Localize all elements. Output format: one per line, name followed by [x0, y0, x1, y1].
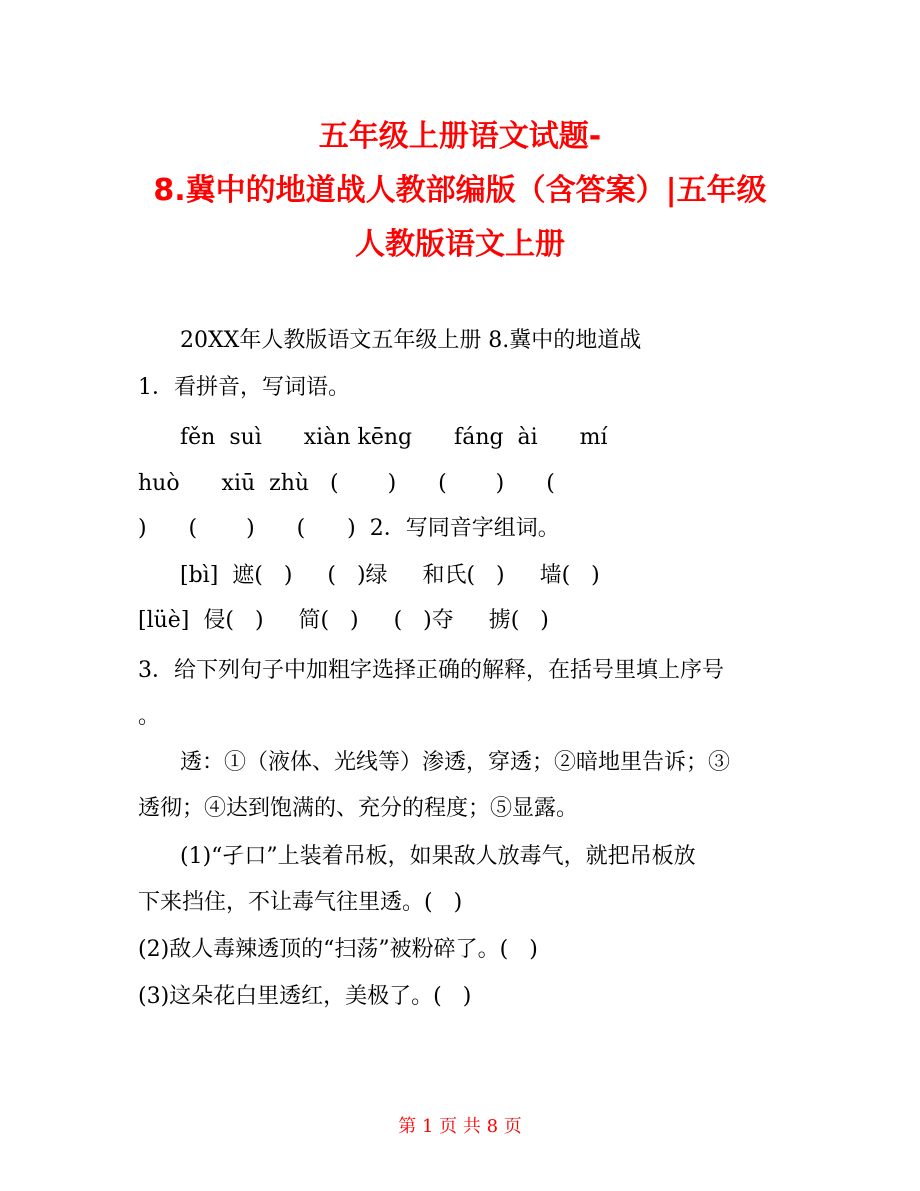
pinyin-line-3: ) ( ) ( ) 2．写同音字组词。 — [138, 516, 560, 541]
document-title-line-1: 五年级上册语文试题- — [318, 119, 602, 154]
document-title-line-3: 人教版语文上册 — [355, 227, 565, 262]
sentence-1-line-2: 下来挡住，不让毒气往里透。( ) — [138, 890, 463, 915]
homophone-row-bi: [bì] 遮( ) ( )绿 和氏( ) 墙( ) — [180, 563, 600, 588]
sentence-1-line-1: (1)“孑口”上装着吊板，如果敌人放毒气，就把吊板放 — [180, 844, 696, 869]
question-1-label: 1．看拼音，写词语。 — [138, 375, 350, 400]
definition-tou-line-1: 透：①（液体、光线等）渗透，穿透；②暗地里告诉；③ — [180, 750, 731, 775]
pinyin-line-2: huò xiū zhù ( ) ( ) ( — [138, 471, 555, 496]
intro-line: 20XX年人教版语文五年级上册 8.冀中的地道战 — [180, 328, 642, 353]
question-3-label: 3．给下列句子中加粗字选择正确的解释，在括号里填上序号 — [138, 658, 724, 683]
homophone-row-lue: [lüè] 侵( ) 简( ) ( )夺 掳( ) — [138, 608, 549, 633]
document-title-line-2: 8.冀中的地道战人教部编版（含答案）|五年级 — [153, 173, 767, 208]
sentence-2: (2)敌人毒辣透顶的“扫荡”被粉碎了。( ) — [138, 937, 538, 962]
definition-tou-line-2: 透彻；④达到饱满的、充分的程度；⑤显露。 — [138, 796, 579, 821]
page-indicator: 第 1 页 共 8 页 — [398, 1116, 522, 1137]
question-3-label-cont: 。 — [138, 704, 161, 729]
sentence-3: (3)这朵花白里透红，美极了。( ) — [138, 984, 472, 1009]
pinyin-line-1: fěn suì xiàn kēng fáng ài mí — [180, 425, 608, 450]
